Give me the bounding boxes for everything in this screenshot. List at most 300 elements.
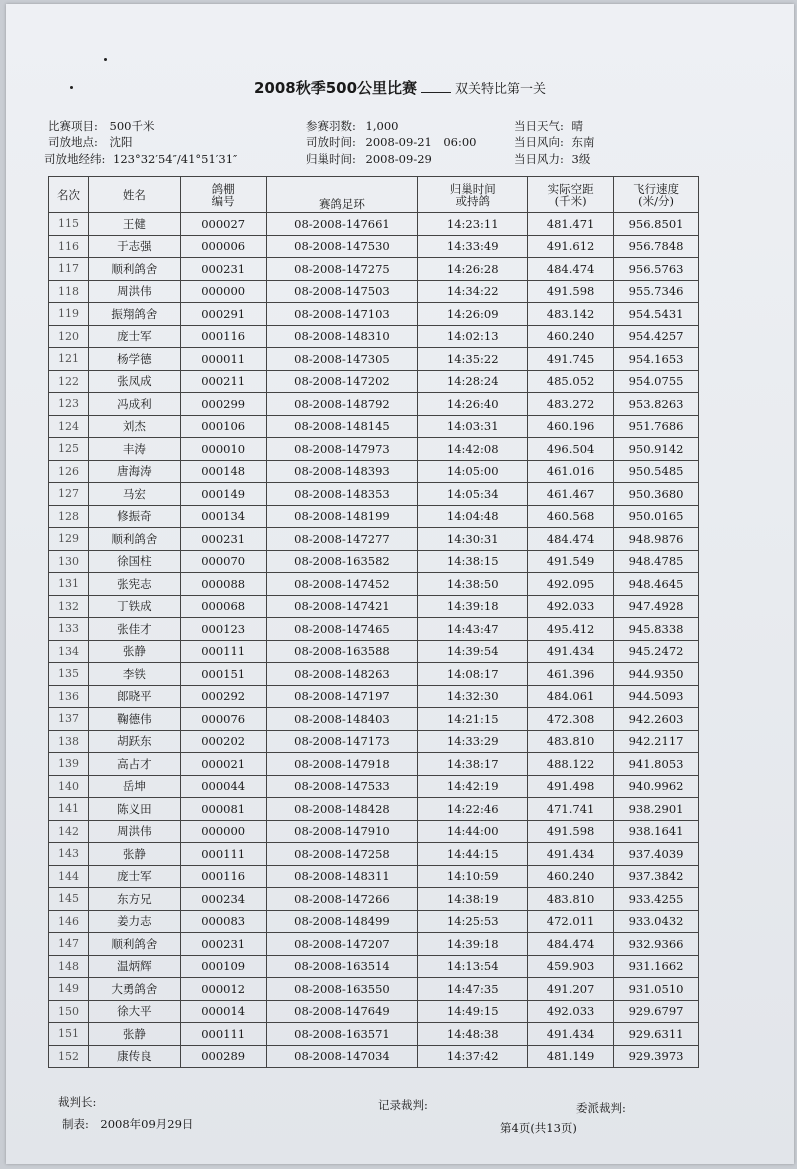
cell-return-time: 14:47:35 xyxy=(418,978,528,1001)
project-value: 500千米 xyxy=(109,119,155,133)
cell-ring: 08-2008-147258 xyxy=(266,843,418,866)
cell-speed: 950.9142 xyxy=(614,438,699,461)
cell-loft-no: 000021 xyxy=(180,753,266,776)
cell-name: 周洪伟 xyxy=(88,820,180,843)
cell-speed: 945.8338 xyxy=(614,618,699,641)
cell-return-time: 14:26:28 xyxy=(418,258,528,281)
cell-distance: 460.568 xyxy=(528,505,614,528)
table-row xyxy=(49,753,699,776)
cell-loft-no: 000000 xyxy=(180,820,266,843)
return-time-label: 归巢时间: xyxy=(306,152,356,166)
table-row xyxy=(49,348,699,371)
cell-return-time: 14:05:00 xyxy=(418,460,528,483)
cell-name: 冯成利 xyxy=(88,393,180,416)
cell-rank: 118 xyxy=(49,280,89,303)
cell-name: 庞士军 xyxy=(88,865,180,888)
cell-name: 张静 xyxy=(88,843,180,866)
table-row xyxy=(49,483,699,506)
cell-return-time: 14:39:54 xyxy=(418,640,528,663)
cell-loft-no: 000044 xyxy=(180,775,266,798)
cell-speed: 950.3680 xyxy=(614,483,699,506)
cell-ring: 08-2008-148792 xyxy=(266,393,418,416)
header-speed-line2: (米/分) xyxy=(638,193,674,208)
cell-name: 顺利鸽舍 xyxy=(88,933,180,956)
cell-loft-no: 000211 xyxy=(180,370,266,393)
cell-speed: 956.5763 xyxy=(614,258,699,281)
cell-speed: 944.5093 xyxy=(614,685,699,708)
cell-distance: 483.142 xyxy=(528,303,614,326)
cell-ring: 08-2008-148263 xyxy=(266,663,418,686)
cell-return-time: 14:08:17 xyxy=(418,663,528,686)
cell-distance: 492.095 xyxy=(528,573,614,596)
cell-speed: 938.1641 xyxy=(614,820,699,843)
cell-rank: 151 xyxy=(49,1023,89,1046)
wind-force-value: 3级 xyxy=(571,152,591,166)
cell-ring: 08-2008-147918 xyxy=(266,753,418,776)
cell-distance: 460.196 xyxy=(528,415,614,438)
cell-name: 大勇鸽舍 xyxy=(88,978,180,1001)
cell-loft-no: 000289 xyxy=(180,1045,266,1068)
cell-rank: 144 xyxy=(49,865,89,888)
cell-rank: 140 xyxy=(49,775,89,798)
cell-distance: 461.396 xyxy=(528,663,614,686)
table-row xyxy=(49,393,699,416)
cell-speed: 938.2901 xyxy=(614,798,699,821)
cell-ring: 08-2008-163550 xyxy=(266,978,418,1001)
cell-rank: 121 xyxy=(49,348,89,371)
release-time-label: 司放时间: xyxy=(306,135,356,149)
cell-ring: 08-2008-147266 xyxy=(266,888,418,911)
header-return-time-line2: 或持鸽 xyxy=(455,193,490,208)
cell-rank: 142 xyxy=(49,820,89,843)
cell-return-time: 14:48:38 xyxy=(418,1023,528,1046)
cell-ring: 08-2008-148428 xyxy=(266,798,418,821)
cell-return-time: 14:44:00 xyxy=(418,820,528,843)
cell-ring: 08-2008-147202 xyxy=(266,370,418,393)
speck-mark xyxy=(104,58,107,61)
cell-return-time: 14:33:29 xyxy=(418,730,528,753)
cell-return-time: 14:28:24 xyxy=(418,370,528,393)
cell-rank: 138 xyxy=(49,730,89,753)
cell-name: 李铁 xyxy=(88,663,180,686)
cell-loft-no: 000000 xyxy=(180,280,266,303)
cell-distance: 484.061 xyxy=(528,685,614,708)
cell-speed: 937.3842 xyxy=(614,865,699,888)
cell-rank: 130 xyxy=(49,550,89,573)
cell-speed: 937.4039 xyxy=(614,843,699,866)
cell-rank: 141 xyxy=(49,798,89,821)
cell-name: 杨学德 xyxy=(88,348,180,371)
table-row xyxy=(49,888,699,911)
cell-ring: 08-2008-147197 xyxy=(266,685,418,708)
cell-speed: 950.5485 xyxy=(614,460,699,483)
return-time-line xyxy=(306,151,432,167)
table-row xyxy=(49,438,699,461)
cell-return-time: 14:26:09 xyxy=(418,303,528,326)
cell-speed: 929.3973 xyxy=(614,1045,699,1068)
cell-name: 东方兄 xyxy=(88,888,180,911)
cell-return-time: 14:26:40 xyxy=(418,393,528,416)
cell-ring: 08-2008-147034 xyxy=(266,1045,418,1068)
table-row xyxy=(49,528,699,551)
cell-name: 张静 xyxy=(88,640,180,663)
cell-rank: 122 xyxy=(49,370,89,393)
cell-ring: 08-2008-163571 xyxy=(266,1023,418,1046)
cell-speed: 931.0510 xyxy=(614,978,699,1001)
cell-return-time: 14:39:18 xyxy=(418,933,528,956)
table-row xyxy=(49,550,699,573)
cell-name: 马宏 xyxy=(88,483,180,506)
cell-rank: 123 xyxy=(49,393,89,416)
cell-name: 王健 xyxy=(88,213,180,236)
cell-loft-no: 000231 xyxy=(180,258,266,281)
table-row xyxy=(49,663,699,686)
cell-name: 唐海涛 xyxy=(88,460,180,483)
table-row xyxy=(49,1023,699,1046)
cell-loft-no: 000116 xyxy=(180,865,266,888)
weather-label: 当日天气: xyxy=(514,119,564,133)
cell-loft-no: 000081 xyxy=(180,798,266,821)
cell-return-time: 14:35:22 xyxy=(418,348,528,371)
cell-name: 郎晓平 xyxy=(88,685,180,708)
cell-name: 周洪伟 xyxy=(88,280,180,303)
cell-loft-no: 000111 xyxy=(180,1023,266,1046)
cell-loft-no: 000234 xyxy=(180,888,266,911)
release-place-value: 沈阳 xyxy=(109,135,133,149)
cell-return-time: 14:42:08 xyxy=(418,438,528,461)
cell-loft-no: 000068 xyxy=(180,595,266,618)
cell-distance: 491.549 xyxy=(528,550,614,573)
coords-line xyxy=(44,151,237,167)
cell-ring: 08-2008-147103 xyxy=(266,303,418,326)
cell-speed: 942.2603 xyxy=(614,708,699,731)
table-row xyxy=(49,415,699,438)
cell-loft-no: 000083 xyxy=(180,910,266,933)
cell-speed: 954.5431 xyxy=(614,303,699,326)
table-row xyxy=(49,798,699,821)
cell-speed: 954.0755 xyxy=(614,370,699,393)
table-row xyxy=(49,370,699,393)
cell-ring: 08-2008-147207 xyxy=(266,933,418,956)
cell-loft-no: 000231 xyxy=(180,528,266,551)
cell-name: 修振奇 xyxy=(88,505,180,528)
cell-ring: 08-2008-147277 xyxy=(266,528,418,551)
cell-loft-no: 000111 xyxy=(180,843,266,866)
cell-loft-no: 000116 xyxy=(180,325,266,348)
weather-value: 晴 xyxy=(571,119,584,133)
cell-loft-no: 000088 xyxy=(180,573,266,596)
cell-distance: 491.434 xyxy=(528,843,614,866)
cell-loft-no: 000106 xyxy=(180,415,266,438)
cell-speed: 954.4257 xyxy=(614,325,699,348)
cell-speed: 942.2117 xyxy=(614,730,699,753)
cell-name: 顺利鸽舍 xyxy=(88,528,180,551)
cell-speed: 929.6311 xyxy=(614,1023,699,1046)
table-row xyxy=(49,955,699,978)
cell-return-time: 14:10:59 xyxy=(418,865,528,888)
cell-loft-no: 000109 xyxy=(180,955,266,978)
cell-rank: 117 xyxy=(49,258,89,281)
cell-rank: 136 xyxy=(49,685,89,708)
table-row xyxy=(49,708,699,731)
entries-value: 1,000 xyxy=(365,119,399,133)
cell-loft-no: 000123 xyxy=(180,618,266,641)
cell-return-time: 14:02:13 xyxy=(418,325,528,348)
cell-distance: 491.598 xyxy=(528,280,614,303)
table-row xyxy=(49,280,699,303)
header-distance-line2: (千米) xyxy=(554,193,587,208)
header-loft-no xyxy=(180,177,266,213)
cell-name: 庞士军 xyxy=(88,325,180,348)
delegate-label: 委派裁判: xyxy=(576,1101,626,1115)
cell-rank: 125 xyxy=(49,438,89,461)
cell-rank: 132 xyxy=(49,595,89,618)
cell-speed: 948.9876 xyxy=(614,528,699,551)
results-table xyxy=(48,176,699,1068)
cell-rank: 149 xyxy=(49,978,89,1001)
cell-return-time: 14:25:53 xyxy=(418,910,528,933)
table-row xyxy=(49,640,699,663)
cell-rank: 146 xyxy=(49,910,89,933)
release-time-line xyxy=(306,134,476,150)
cell-return-time: 14:38:19 xyxy=(418,888,528,911)
cell-rank: 152 xyxy=(49,1045,89,1068)
cell-speed: 955.7346 xyxy=(614,280,699,303)
cell-distance: 460.240 xyxy=(528,325,614,348)
cell-name: 振翔鸽舍 xyxy=(88,303,180,326)
cell-loft-no: 000299 xyxy=(180,393,266,416)
cell-loft-no: 000011 xyxy=(180,348,266,371)
cell-loft-no: 000149 xyxy=(180,483,266,506)
cell-ring: 08-2008-148310 xyxy=(266,325,418,348)
cell-ring: 08-2008-147275 xyxy=(266,258,418,281)
project-line xyxy=(48,118,154,134)
cell-rank: 120 xyxy=(49,325,89,348)
cell-ring: 08-2008-147661 xyxy=(266,213,418,236)
cell-rank: 119 xyxy=(49,303,89,326)
cell-return-time: 14:23:11 xyxy=(418,213,528,236)
cell-speed: 933.4255 xyxy=(614,888,699,911)
cell-distance: 483.810 xyxy=(528,888,614,911)
cell-ring: 08-2008-147649 xyxy=(266,1000,418,1023)
release-time-value: 2008-09-21 06:00 xyxy=(365,135,477,149)
cell-name: 刘杰 xyxy=(88,415,180,438)
cell-return-time: 14:22:46 xyxy=(418,798,528,821)
cell-distance: 491.207 xyxy=(528,978,614,1001)
cell-return-time: 14:38:15 xyxy=(418,550,528,573)
cell-speed: 932.9366 xyxy=(614,933,699,956)
cell-return-time: 14:33:49 xyxy=(418,235,528,258)
cell-ring: 08-2008-147465 xyxy=(266,618,418,641)
header-return-time-line1: 归巢时间 xyxy=(449,181,496,196)
table-row xyxy=(49,843,699,866)
table-row xyxy=(49,685,699,708)
coords-label: 司放地经纬: xyxy=(44,152,106,166)
cell-loft-no: 000012 xyxy=(180,978,266,1001)
cell-name: 张凤成 xyxy=(88,370,180,393)
cell-rank: 143 xyxy=(49,843,89,866)
document-title xyxy=(6,77,794,98)
cell-return-time: 14:49:15 xyxy=(418,1000,528,1023)
cell-return-time: 14:43:47 xyxy=(418,618,528,641)
cell-rank: 115 xyxy=(49,213,89,236)
cell-distance: 485.052 xyxy=(528,370,614,393)
cell-ring: 08-2008-163582 xyxy=(266,550,418,573)
cell-return-time: 14:39:18 xyxy=(418,595,528,618)
table-row xyxy=(49,573,699,596)
header-distance-line1: 实际空距 xyxy=(547,181,594,196)
cell-return-time: 14:13:54 xyxy=(418,955,528,978)
weather-line xyxy=(514,118,583,134)
cell-ring: 08-2008-147910 xyxy=(266,820,418,843)
table-row xyxy=(49,775,699,798)
cell-speed: 948.4645 xyxy=(614,573,699,596)
cell-speed: 929.6797 xyxy=(614,1000,699,1023)
cell-distance: 483.810 xyxy=(528,730,614,753)
cell-loft-no: 000148 xyxy=(180,460,266,483)
table-row xyxy=(49,325,699,348)
cell-distance: 496.504 xyxy=(528,438,614,461)
cell-name: 岳坤 xyxy=(88,775,180,798)
cell-distance: 461.016 xyxy=(528,460,614,483)
cell-rank: 128 xyxy=(49,505,89,528)
header-ring: 赛鸽足环 xyxy=(266,177,418,213)
wind-direction-line xyxy=(514,134,595,150)
cell-loft-no: 000076 xyxy=(180,708,266,731)
cell-distance: 481.149 xyxy=(528,1045,614,1068)
cell-name: 高占才 xyxy=(88,753,180,776)
cell-distance: 491.434 xyxy=(528,640,614,663)
header-return-time xyxy=(418,177,528,213)
coords-value: 123°32′54″/41°51′31″ xyxy=(113,152,238,166)
cell-return-time: 14:04:48 xyxy=(418,505,528,528)
table-header-row xyxy=(49,177,699,213)
header-name: 姓名 xyxy=(88,177,180,213)
cell-speed: 945.2472 xyxy=(614,640,699,663)
table-row xyxy=(49,820,699,843)
header-distance xyxy=(528,177,614,213)
cell-distance: 492.033 xyxy=(528,595,614,618)
table-row xyxy=(49,303,699,326)
header-rank: 名次 xyxy=(49,177,89,213)
cell-rank: 127 xyxy=(49,483,89,506)
cell-ring: 08-2008-163514 xyxy=(266,955,418,978)
cell-rank: 145 xyxy=(49,888,89,911)
release-place-line xyxy=(48,134,133,150)
cell-rank: 147 xyxy=(49,933,89,956)
wind-direction-label: 当日风向: xyxy=(514,135,564,149)
table-row xyxy=(49,213,699,236)
cell-rank: 126 xyxy=(49,460,89,483)
cell-name: 陈义田 xyxy=(88,798,180,821)
cell-speed: 940.9962 xyxy=(614,775,699,798)
cell-rank: 129 xyxy=(49,528,89,551)
cell-name: 丰涛 xyxy=(88,438,180,461)
cell-ring: 08-2008-163588 xyxy=(266,640,418,663)
cell-name: 康传良 xyxy=(88,1045,180,1068)
cell-speed: 956.8501 xyxy=(614,213,699,236)
cell-distance: 492.033 xyxy=(528,1000,614,1023)
cell-ring: 08-2008-148311 xyxy=(266,865,418,888)
table-row xyxy=(49,1000,699,1023)
cell-loft-no: 000134 xyxy=(180,505,266,528)
cell-rank: 131 xyxy=(49,573,89,596)
cell-loft-no: 000231 xyxy=(180,933,266,956)
cell-distance: 481.471 xyxy=(528,213,614,236)
cell-return-time: 14:37:42 xyxy=(418,1045,528,1068)
chief-referee-label: 裁判长: xyxy=(58,1095,97,1109)
recorder-label: 记录裁判: xyxy=(378,1098,428,1112)
cell-speed: 956.7848 xyxy=(614,235,699,258)
cell-return-time: 14:42:19 xyxy=(418,775,528,798)
cell-ring: 08-2008-147503 xyxy=(266,280,418,303)
cell-name: 张宪志 xyxy=(88,573,180,596)
title-underline xyxy=(421,82,451,93)
cell-speed: 941.8053 xyxy=(614,753,699,776)
header-speed-line1: 飞行速度 xyxy=(633,181,680,196)
return-time-value: 2008-09-29 xyxy=(365,152,432,166)
cell-name: 鞠德伟 xyxy=(88,708,180,731)
cell-ring: 08-2008-147530 xyxy=(266,235,418,258)
cell-loft-no: 000111 xyxy=(180,640,266,663)
cell-name: 徐国柱 xyxy=(88,550,180,573)
table-row xyxy=(49,235,699,258)
cell-return-time: 14:30:31 xyxy=(418,528,528,551)
cell-ring: 08-2008-148403 xyxy=(266,708,418,731)
cell-distance: 461.467 xyxy=(528,483,614,506)
cell-name: 胡跃东 xyxy=(88,730,180,753)
cell-name: 张佳才 xyxy=(88,618,180,641)
table-row xyxy=(49,933,699,956)
cell-speed: 951.7686 xyxy=(614,415,699,438)
race-subtitle: 双关特比第一关 xyxy=(455,82,547,97)
cell-ring: 08-2008-148353 xyxy=(266,483,418,506)
cell-rank: 133 xyxy=(49,618,89,641)
cell-distance: 483.272 xyxy=(528,393,614,416)
header-loft-no-line2: 编号 xyxy=(211,193,235,208)
race-title: 2008秋季500公里比赛 xyxy=(253,79,418,97)
cell-rank: 116 xyxy=(49,235,89,258)
cell-name: 丁铁成 xyxy=(88,595,180,618)
cell-loft-no: 000010 xyxy=(180,438,266,461)
project-label: 比赛项目: xyxy=(48,119,98,133)
header-loft-no-line1: 鸽棚 xyxy=(211,181,235,196)
table-row xyxy=(49,1045,699,1068)
cell-loft-no: 000291 xyxy=(180,303,266,326)
cell-rank: 134 xyxy=(49,640,89,663)
cell-speed: 947.4928 xyxy=(614,595,699,618)
cell-ring: 08-2008-147452 xyxy=(266,573,418,596)
cell-ring: 08-2008-148499 xyxy=(266,910,418,933)
cell-ring: 08-2008-147421 xyxy=(266,595,418,618)
cell-distance: 495.412 xyxy=(528,618,614,641)
wind-force-line xyxy=(514,151,590,167)
cell-distance: 471.741 xyxy=(528,798,614,821)
cell-distance: 491.598 xyxy=(528,820,614,843)
header-speed xyxy=(614,177,699,213)
entries-line xyxy=(306,118,398,134)
cell-distance: 460.240 xyxy=(528,865,614,888)
cell-ring: 08-2008-148145 xyxy=(266,415,418,438)
cell-loft-no: 000292 xyxy=(180,685,266,708)
cell-distance: 488.122 xyxy=(528,753,614,776)
cell-loft-no: 000027 xyxy=(180,213,266,236)
cell-ring: 08-2008-147173 xyxy=(266,730,418,753)
cell-name: 张静 xyxy=(88,1023,180,1046)
cell-return-time: 14:34:22 xyxy=(418,280,528,303)
table-row xyxy=(49,595,699,618)
cell-distance: 491.434 xyxy=(528,1023,614,1046)
